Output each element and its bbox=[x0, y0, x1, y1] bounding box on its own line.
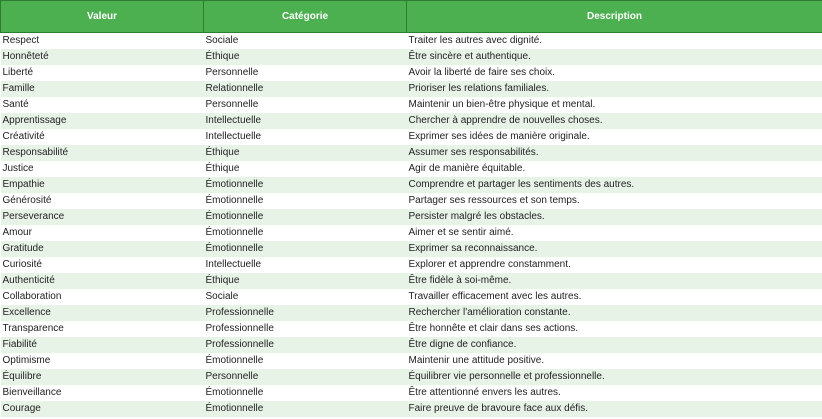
cell-categorie: Émotionnelle bbox=[204, 177, 407, 193]
cell-valeur: Santé bbox=[1, 97, 204, 113]
table-row[interactable] bbox=[1, 97, 822, 113]
cell-categorie: Éthique bbox=[204, 145, 407, 161]
cell-valeur: Authenticité bbox=[1, 273, 204, 289]
table-row[interactable] bbox=[1, 81, 822, 97]
cell-categorie: Éthique bbox=[204, 161, 407, 177]
cell-categorie: Émotionnelle bbox=[204, 193, 407, 209]
table-row[interactable] bbox=[1, 113, 822, 129]
cell-valeur: Optimisme bbox=[1, 353, 204, 369]
header-categorie[interactable]: Catégorie bbox=[204, 1, 407, 33]
table-row[interactable] bbox=[1, 225, 822, 241]
cell-description: Partager ses ressources et son temps. bbox=[407, 193, 822, 209]
table-row[interactable] bbox=[1, 321, 822, 337]
cell-description: Explorer et apprendre constamment. bbox=[407, 257, 822, 273]
cell-description: Être sincère et authentique. bbox=[407, 49, 822, 65]
table-row[interactable] bbox=[1, 241, 822, 257]
table-header bbox=[1, 1, 822, 33]
cell-categorie: Éthique bbox=[204, 273, 407, 289]
table-row[interactable] bbox=[1, 193, 822, 209]
cell-categorie: Émotionnelle bbox=[204, 241, 407, 257]
header-description[interactable]: Description bbox=[407, 1, 822, 33]
cell-valeur: Bienveillance bbox=[1, 385, 204, 401]
cell-description: Être fidèle à soi-même. bbox=[407, 273, 822, 289]
cell-categorie: Émotionnelle bbox=[204, 353, 407, 369]
cell-categorie: Intellectuelle bbox=[204, 129, 407, 145]
cell-description: Prioriser les relations familiales. bbox=[407, 81, 822, 97]
table-row[interactable] bbox=[1, 209, 822, 225]
header-row bbox=[1, 1, 822, 33]
header-valeur[interactable]: Valeur bbox=[1, 1, 204, 33]
cell-valeur: Empathie bbox=[1, 177, 204, 193]
cell-categorie: Émotionnelle bbox=[204, 401, 407, 417]
cell-description: Maintenir une attitude positive. bbox=[407, 353, 822, 369]
table-row[interactable] bbox=[1, 401, 822, 417]
cell-description: Maintenir un bien-être physique et mental. bbox=[407, 97, 822, 113]
cell-description: Exprimer ses idées de manière originale. bbox=[407, 129, 822, 145]
cell-valeur: Justice bbox=[1, 161, 204, 177]
cell-categorie: Relationnelle bbox=[204, 81, 407, 97]
cell-categorie: Éthique bbox=[204, 49, 407, 65]
cell-valeur: Excellence bbox=[1, 305, 204, 321]
cell-categorie: Émotionnelle bbox=[204, 225, 407, 241]
cell-valeur: Perseverance bbox=[1, 209, 204, 225]
table-row[interactable] bbox=[1, 289, 822, 305]
table-row[interactable] bbox=[1, 385, 822, 401]
cell-description: Persister malgré les obstacles. bbox=[407, 209, 822, 225]
cell-categorie: Personnelle bbox=[204, 369, 407, 385]
cell-valeur: Famille bbox=[1, 81, 204, 97]
cell-valeur: Amour bbox=[1, 225, 204, 241]
cell-valeur: Honnêteté bbox=[1, 49, 204, 65]
cell-categorie: Intellectuelle bbox=[204, 257, 407, 273]
cell-description: Rechercher l'amélioration constante. bbox=[407, 305, 822, 321]
table-body bbox=[1, 33, 822, 418]
cell-description: Équilibrer vie personnelle et professionnelle. bbox=[407, 369, 822, 385]
cell-valeur: Collaboration bbox=[1, 289, 204, 305]
table-row[interactable] bbox=[1, 49, 822, 65]
table-row[interactable] bbox=[1, 369, 822, 385]
cell-description: Avoir la liberté de faire ses choix. bbox=[407, 65, 822, 81]
cell-description: Faire preuve de bravoure face aux défis. bbox=[407, 401, 822, 417]
cell-categorie: Sociale bbox=[204, 289, 407, 305]
cell-description: Être digne de confiance. bbox=[407, 337, 822, 353]
cell-valeur: Courage bbox=[1, 401, 204, 417]
table-row[interactable] bbox=[1, 177, 822, 193]
cell-valeur: Respect bbox=[1, 33, 204, 50]
table-row[interactable] bbox=[1, 305, 822, 321]
cell-valeur: Responsabilité bbox=[1, 145, 204, 161]
cell-categorie: Professionnelle bbox=[204, 305, 407, 321]
cell-valeur: Équilibre bbox=[1, 369, 204, 385]
table-row[interactable] bbox=[1, 129, 822, 145]
cell-valeur: Créativité bbox=[1, 129, 204, 145]
cell-valeur: Curiosité bbox=[1, 257, 204, 273]
table-row[interactable] bbox=[1, 337, 822, 353]
cell-valeur: Liberté bbox=[1, 65, 204, 81]
table-row[interactable] bbox=[1, 33, 822, 50]
cell-description: Aimer et se sentir aimé. bbox=[407, 225, 822, 241]
table-row[interactable] bbox=[1, 145, 822, 161]
table-row[interactable] bbox=[1, 257, 822, 273]
cell-categorie: Professionnelle bbox=[204, 321, 407, 337]
cell-description: Comprendre et partager les sentiments des autres. bbox=[407, 177, 822, 193]
cell-description: Traiter les autres avec dignité. bbox=[407, 33, 822, 50]
cell-categorie: Personnelle bbox=[204, 97, 407, 113]
table-row[interactable] bbox=[1, 353, 822, 369]
table-row[interactable] bbox=[1, 65, 822, 81]
cell-categorie: Émotionnelle bbox=[204, 385, 407, 401]
cell-valeur: Transparence bbox=[1, 321, 204, 337]
cell-categorie: Professionnelle bbox=[204, 337, 407, 353]
cell-description: Être attentionné envers les autres. bbox=[407, 385, 822, 401]
cell-description: Agir de manière équitable. bbox=[407, 161, 822, 177]
cell-description: Travailler efficacement avec les autres. bbox=[407, 289, 822, 305]
cell-categorie: Sociale bbox=[204, 33, 407, 50]
cell-valeur: Fiabilité bbox=[1, 337, 204, 353]
cell-categorie: Personnelle bbox=[204, 65, 407, 81]
cell-description: Exprimer sa reconnaissance. bbox=[407, 241, 822, 257]
cell-valeur: Gratitude bbox=[1, 241, 204, 257]
table-row[interactable] bbox=[1, 161, 822, 177]
cell-categorie: Intellectuelle bbox=[204, 113, 407, 129]
cell-valeur: Générosité bbox=[1, 193, 204, 209]
cell-categorie: Émotionnelle bbox=[204, 209, 407, 225]
cell-description: Être honnête et clair dans ses actions. bbox=[407, 321, 822, 337]
cell-description: Chercher à apprendre de nouvelles choses. bbox=[407, 113, 822, 129]
table-row[interactable] bbox=[1, 273, 822, 289]
cell-valeur: Apprentissage bbox=[1, 113, 204, 129]
cell-description: Assumer ses responsabilités. bbox=[407, 145, 822, 161]
